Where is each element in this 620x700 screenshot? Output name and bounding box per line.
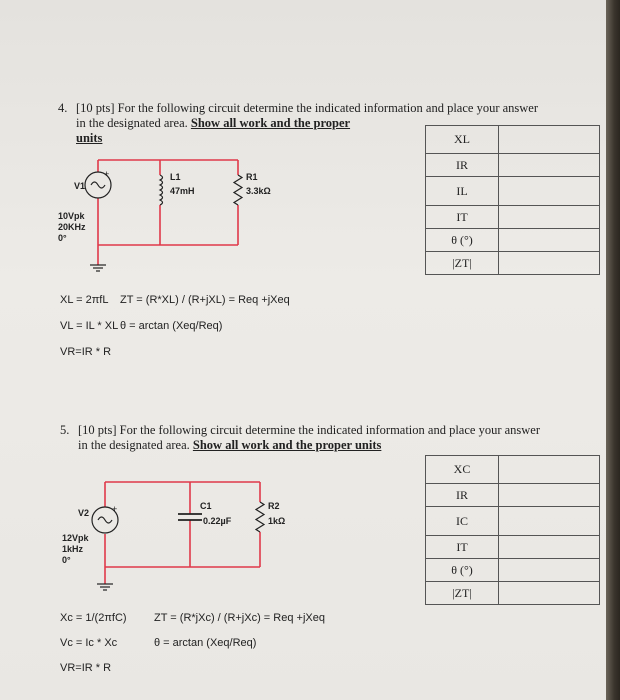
table-row <box>426 252 600 275</box>
q4-formula-vl: VL = IL * XL <box>60 320 119 332</box>
table-row <box>426 456 600 484</box>
q5-source-voltage: 12Vpk <box>62 533 89 543</box>
table-row <box>426 536 600 559</box>
q5-prompt-plain: in the designated area. <box>78 438 190 452</box>
q4-prompt-plain: in the designated area. <box>76 116 188 130</box>
q5-capacitor-value: 0.22µF <box>203 516 232 526</box>
svg-text:+: + <box>104 169 110 179</box>
q5-answer-xc[interactable] <box>499 456 600 484</box>
q5-answer-theta[interactable] <box>499 559 600 582</box>
q4-label-zt: |ZT| <box>426 252 499 275</box>
table-row <box>426 154 600 177</box>
q5-formula-vr: VR=IR * R <box>60 662 112 674</box>
svg-text:+: + <box>112 504 118 514</box>
q4-answer-it[interactable] <box>499 206 600 229</box>
q5-prompt-bold: Show all work and the proper units <box>192 438 382 452</box>
q5-resistor-name: R2 <box>268 501 280 511</box>
q4-resistor-name: R1 <box>246 172 258 182</box>
q4-resistor-value: 3.3kΩ <box>246 186 271 196</box>
q4-answer-theta[interactable] <box>499 229 600 252</box>
q4-answer-zt[interactable] <box>499 252 600 275</box>
q4-label-it: IT <box>426 206 499 229</box>
q5-source-phase: 0° <box>62 555 71 565</box>
q4-inductor-value: 47mH <box>170 186 195 196</box>
q5-formula-zt: ZT = (R*jXc) / (R+jXc) = Req +jXeq <box>154 612 325 624</box>
q5-source-frequency: 1kHz <box>62 544 84 554</box>
q4-source-phase: 0° <box>58 233 67 243</box>
table-row <box>426 177 600 206</box>
table-row <box>426 559 600 582</box>
table-row <box>426 206 600 229</box>
q5-formula-theta: θ = arctan (Xeq/Req) <box>154 637 257 649</box>
q4-inductor-name: L1 <box>170 172 181 182</box>
q5-answer-ir[interactable] <box>499 484 600 507</box>
q5-number: 5. <box>60 423 70 437</box>
page-edge-shadow <box>606 0 620 700</box>
q5-answer-ic[interactable] <box>499 507 600 536</box>
q4-prompt-line2 <box>76 116 350 131</box>
q4-formula-zt: ZT = (R*XL) / (R+jXL) = Req +jXeq <box>120 294 290 306</box>
q4-answer-xl[interactable] <box>499 126 600 154</box>
q5-answer-it[interactable] <box>499 536 600 559</box>
q5-formula-vc: Vc = Ic * Xc <box>60 637 118 649</box>
q5-label-it: IT <box>426 536 499 559</box>
table-row <box>426 126 600 154</box>
q4-answer-il[interactable] <box>499 177 600 206</box>
q5-label-ic: IC <box>426 507 499 536</box>
q4-label-xl: XL <box>426 126 499 154</box>
q4-answer-ir[interactable] <box>499 154 600 177</box>
q5-label-zt: |ZT| <box>426 582 499 605</box>
q4-answer-table <box>425 125 600 275</box>
q4-prompt-line1: [10 pts] For the following circuit determine the indicated information and place your answer <box>76 101 539 115</box>
q5-resistor-value: 1kΩ <box>268 516 286 526</box>
q4-formula-vr: VR=IR * R <box>60 346 112 358</box>
q4-label-ir: IR <box>426 154 499 177</box>
q5-formula-xc: Xc = 1/(2πfC) <box>60 612 127 624</box>
q4-formula-xl: XL = 2πfL <box>60 294 109 306</box>
table-row <box>426 507 600 536</box>
q5-label-theta: θ (°) <box>426 559 499 582</box>
q4-prompt-bold: Show all work and the proper <box>190 116 351 130</box>
q4-source-name: V1 <box>74 181 86 191</box>
table-row <box>426 582 600 605</box>
q4-label-il: IL <box>426 177 499 206</box>
q5-prompt-line1: [10 pts] For the following circuit determine the indicated information and place your answer <box>78 423 541 437</box>
q5-answer-zt[interactable] <box>499 582 600 605</box>
q4-formula-theta: θ = arctan (Xeq/Req) <box>120 320 223 332</box>
q5-circuit <box>60 472 280 597</box>
q5-answer-table <box>425 455 600 605</box>
table-row <box>426 484 600 507</box>
q4-source-voltage: 10Vpk <box>58 211 85 221</box>
table-row <box>426 229 600 252</box>
q5-label-xc: XC <box>426 456 499 484</box>
q4-source-frequency: 20KHz <box>58 222 86 232</box>
q5-label-ir: IR <box>426 484 499 507</box>
q4-prompt-line3: units <box>76 131 103 145</box>
q4-number: 4. <box>58 101 68 115</box>
q4-label-theta: θ (°) <box>426 229 499 252</box>
q5-source-name: V2 <box>78 508 90 518</box>
q5-prompt-line2 <box>78 438 381 453</box>
q5-capacitor-name: C1 <box>200 501 212 511</box>
